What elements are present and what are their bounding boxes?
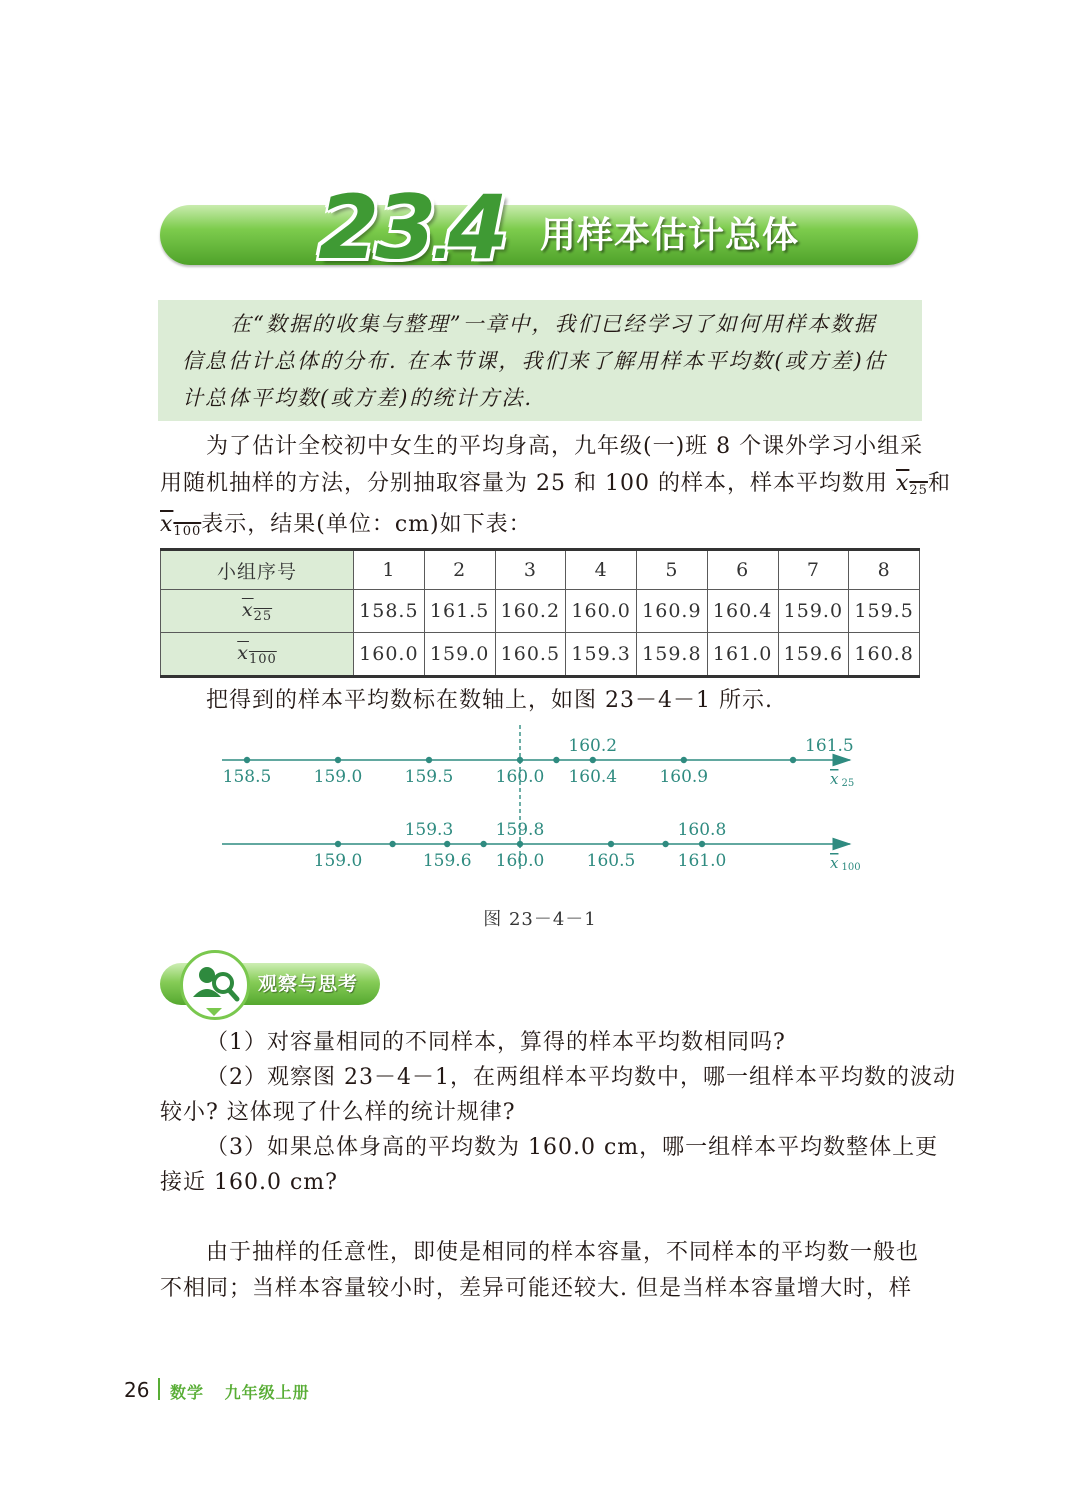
table-cell: 160.2 [495, 590, 566, 633]
section-banner [160, 205, 918, 265]
table-cell: 160.4 [707, 590, 778, 633]
para2: 把得到的样本平均数标在数轴上，如图 23－4－1 所示. [206, 688, 773, 713]
table-cell: 7 [778, 550, 849, 590]
point-label: 160.5 [586, 851, 636, 871]
xbar100-symbol: $x_{100}$ [160, 512, 202, 539]
axis-symbol: x 25 [830, 770, 855, 789]
point-label: 159.3 [404, 820, 454, 840]
footer-divider [158, 1378, 160, 1400]
data-point [426, 757, 432, 763]
point-label: 160.2 [568, 736, 618, 756]
page-number: 26 [124, 1378, 150, 1402]
point-label: 160.0 [495, 851, 545, 871]
table-cell: 1 [354, 550, 425, 590]
table-cell: 4 [566, 550, 637, 590]
data-point [590, 757, 596, 763]
table-cell: 159.5 [849, 590, 920, 633]
data-point [790, 757, 796, 763]
table-cell: 159.6 [778, 633, 849, 677]
table-cell: 160.0 [566, 590, 637, 633]
point-label: 159.0 [313, 767, 363, 787]
data-point [335, 757, 341, 763]
question-2-line-2: 较小? 这体现了什么样的统计规律? [160, 1100, 516, 1125]
table-row [161, 550, 920, 590]
number-line-figure [0, 725, 1080, 875]
row-label-x25: $x_{25}$ [161, 590, 354, 633]
table-cell: 161.5 [424, 590, 495, 633]
point-label: 158.5 [222, 767, 272, 787]
chevron-down-icon [206, 1008, 222, 1016]
figure-caption: 图 23－4－1 [483, 909, 597, 930]
point-label: 159.6 [422, 851, 472, 871]
table-cell: 159.0 [424, 633, 495, 677]
observe-title: 观察与思考 [258, 973, 359, 995]
para3-line-2: 不相同；当样本容量较小时，差异可能还较大. 但是当样本容量增大时，样 [160, 1276, 912, 1301]
intro-line-1: 在“数据的收集与整理”一章中，我们已经学习了如何用样本数据 [230, 312, 877, 336]
para1-line-2: 用随机抽样的方法，分别抽取容量为 25 和 100 的样本，样本平均数用 $x_{25}$和 [160, 471, 951, 498]
table-cell: 160.5 [495, 633, 566, 677]
xbar25-symbol: $x_{25}$ [895, 471, 928, 498]
point-label: 161.5 [805, 736, 854, 756]
table-row [161, 590, 920, 633]
axis-symbol: x 100 [830, 854, 861, 873]
data-point [681, 757, 687, 763]
section-subnumber: 4 [447, 176, 505, 279]
data-point [699, 841, 705, 847]
section-title: 用样本估计总体 [540, 215, 800, 256]
table-cell: 161.0 [707, 633, 778, 677]
table-cell: 6 [707, 550, 778, 590]
table-cell: 5 [637, 550, 708, 590]
data-point [480, 841, 486, 847]
point-label: 160.8 [677, 820, 727, 840]
para1-line-3: $x_{100}$表示，结果(单位：cm)如下表： [160, 512, 532, 539]
point-label: 160.9 [659, 767, 709, 787]
point-label: 159.8 [495, 820, 545, 840]
question-2-line-1: （2）观察图 23－4－1，在两组样本平均数中，哪一组样本平均数的波动 [206, 1065, 956, 1090]
intro-line-2: 信息估计总体的分布. 在本节课，我们来了解用样本平均数(或方差)估 [182, 349, 887, 373]
data-point [244, 757, 250, 763]
table-cell: 2 [424, 550, 495, 590]
para1-line-1: 为了估计全校初中女生的平均身高，九年级(一)班 8 个课外学习小组采 [206, 434, 924, 459]
table-cell: 159.0 [778, 590, 849, 633]
para3-line-1: 由于抽样的任意性，即使是相同的样本容量，不同样本的平均数一般也 [206, 1240, 920, 1265]
table-cell: 3 [495, 550, 566, 590]
table-cell: 159.8 [637, 633, 708, 677]
point-label: 160.0 [495, 767, 545, 787]
question-1: （1）对容量相同的不同样本，算得的样本平均数相同吗? [206, 1030, 786, 1055]
intro-box [158, 300, 922, 421]
table-cell: 159.3 [566, 633, 637, 677]
table-cell: 8 [849, 550, 920, 590]
book-title: 数学 九年级上册 [170, 1383, 310, 1402]
data-point [335, 841, 341, 847]
table-header-label: 小组序号 [161, 550, 354, 590]
intro-line-3: 计总体平均数(或方差)的统计方法. [182, 386, 534, 410]
data-point [662, 841, 668, 847]
point-label: 159.0 [313, 851, 363, 871]
section-number: 23.4 [318, 176, 505, 279]
table-cell: 160.0 [354, 633, 425, 677]
table-cell: 160.8 [849, 633, 920, 677]
question-3-line-1: （3）如果总体身高的平均数为 160.0 cm，哪一组样本平均数整体上更 [206, 1135, 939, 1160]
data-point [553, 757, 559, 763]
data-point [608, 841, 614, 847]
data-point [389, 841, 395, 847]
row-label-x100: $x_{100}$ [161, 633, 354, 677]
data-point [444, 841, 450, 847]
question-3-line-2: 接近 160.0 cm? [160, 1170, 338, 1195]
table-cell: 160.9 [637, 590, 708, 633]
point-label: 161.0 [677, 851, 727, 871]
point-label: 160.4 [568, 767, 618, 787]
table-row [161, 633, 920, 677]
point-label: 159.5 [404, 767, 454, 787]
table-cell: 158.5 [354, 590, 425, 633]
sample-mean-table [160, 548, 920, 678]
